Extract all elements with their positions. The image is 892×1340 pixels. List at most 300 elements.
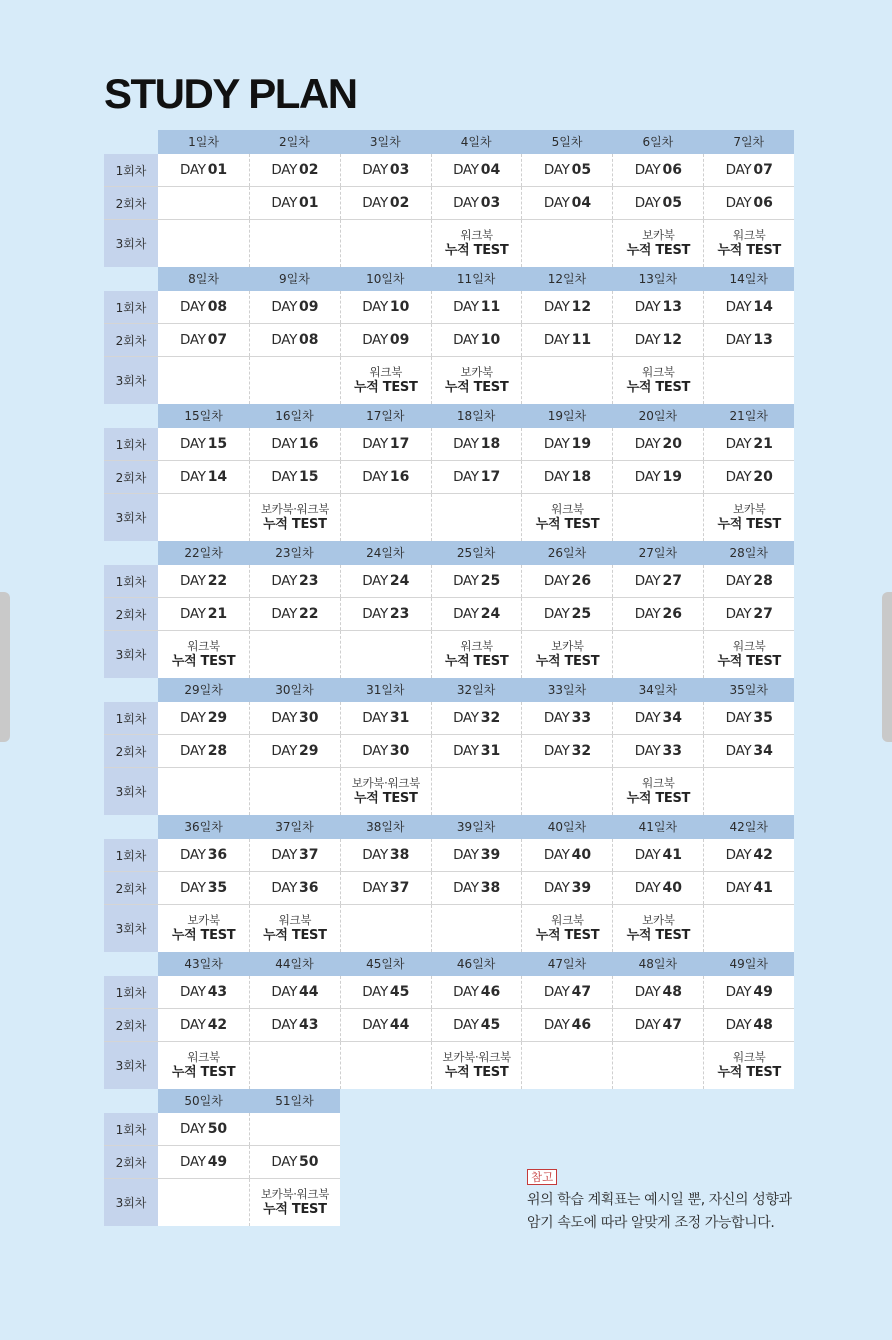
day-prefix: DAY [179,847,206,863]
schedule-cell [158,1146,249,1178]
note-line-2: 암기 속도에 따라 알맞게 조정 가능합니다. [527,1215,775,1231]
day-number: 24 [480,606,501,622]
day-entry [271,195,318,211]
day-prefix: DAY [362,743,388,759]
day-prefix: DAY [362,573,388,589]
day-entry [635,710,682,726]
day-entry [362,984,409,1000]
schedule-cell [431,598,522,630]
day-entry [726,743,773,759]
day-header: 25일차 [431,541,522,565]
day-header: 30일차 [249,678,340,702]
session-row [104,598,794,631]
test-book-label: 보카북·워크북 [351,776,420,790]
day-number: 28 [753,573,773,589]
day-entry [453,332,500,348]
day-prefix: DAY [271,469,298,485]
day-prefix: DAY [362,880,388,896]
schedule-cell [158,1113,249,1145]
day-number: 08 [299,332,319,348]
day-entry [726,299,773,315]
day-number: 41 [662,847,682,863]
day-number: 20 [662,436,682,452]
day-entry [271,606,318,622]
day-prefix: DAY [634,984,661,1000]
day-number: 49 [207,1154,228,1170]
day-number: 03 [480,195,501,211]
day-prefix: DAY [725,195,752,211]
header-row [104,815,794,839]
day-number: 45 [389,984,410,1000]
session-row [104,735,794,768]
header-row [104,1089,794,1113]
schedule-cell [249,1113,340,1145]
day-prefix: DAY [634,299,661,315]
schedule-cell [521,187,612,219]
day-entry [635,1017,682,1033]
day-number: 22 [207,573,228,589]
day-number: 37 [389,880,410,896]
day-number: 30 [389,743,410,759]
day-header: 1일차 [158,130,249,154]
day-prefix: DAY [362,162,388,178]
day-prefix: DAY [453,573,479,589]
day-entry [635,332,682,348]
day-prefix: DAY [271,1017,298,1033]
row-label: 1회차 [104,428,158,460]
schedule-cell [158,735,249,767]
day-entry [362,573,409,589]
day-entry [544,710,591,726]
day-entry [635,984,682,1000]
schedule-cell [703,976,794,1008]
day-prefix: DAY [179,984,206,1000]
day-prefix: DAY [725,847,752,863]
day-number: 05 [662,195,682,211]
schedule-cell [249,1146,340,1178]
day-header: 4일차 [431,130,522,154]
day-entry [453,436,500,452]
header-row [104,130,794,154]
test-book-label: 워크북 [733,228,766,242]
day-entry [635,162,682,178]
day-entry [544,606,591,622]
right-edge-tab [882,592,892,742]
day-entry [726,469,773,485]
day-number: 01 [207,162,228,178]
day-header: 2일차 [249,130,340,154]
day-number: 15 [299,469,319,485]
schedule-cell [703,631,794,678]
day-header: 42일차 [703,815,794,839]
day-header: 38일차 [340,815,431,839]
day-prefix: DAY [543,847,570,863]
schedule-cell [249,154,340,186]
schedule-cell [431,735,522,767]
day-header: 36일차 [158,815,249,839]
schedule-cell [340,768,431,815]
day-entry [271,710,318,726]
day-entry [544,299,591,315]
day-number: 35 [207,880,228,896]
day-number: 19 [571,436,592,452]
day-header: 33일차 [521,678,612,702]
day-prefix: DAY [725,606,752,622]
schedule-cell [340,428,431,460]
day-entry [544,880,591,896]
schedule-cell [249,631,340,678]
day-number: 32 [480,710,501,726]
day-prefix: DAY [271,162,298,178]
schedule-cell [612,905,703,952]
schedule-cell [521,565,612,597]
day-number: 42 [207,1017,228,1033]
schedule-cell [521,220,612,267]
row-label: 2회차 [104,461,158,493]
plan-block [104,130,794,267]
day-number: 37 [299,847,319,863]
schedule-cell [703,357,794,404]
day-entry [180,332,227,348]
day-number: 33 [662,743,682,759]
day-prefix: DAY [453,469,479,485]
day-number: 33 [571,710,592,726]
day-header: 27일차 [612,541,703,565]
session-row [104,1179,340,1226]
day-prefix: DAY [725,469,752,485]
day-number: 43 [299,1017,319,1033]
schedule-cell [612,839,703,871]
day-header: 23일차 [249,541,340,565]
day-entry [453,984,500,1000]
day-entry [453,299,500,315]
schedule-cell [703,428,794,460]
session-row [104,872,794,905]
schedule-cell [521,428,612,460]
day-number: 39 [480,847,501,863]
row-label: 3회차 [104,768,158,815]
schedule-cell [703,735,794,767]
schedule-cell [249,872,340,904]
schedule-cell [521,1009,612,1041]
session-row [104,324,794,357]
day-number: 36 [299,880,319,896]
day-prefix: DAY [543,573,570,589]
day-number: 02 [299,162,319,178]
day-number: 13 [662,299,682,315]
day-number: 29 [299,743,319,759]
day-number: 16 [389,469,410,485]
day-prefix: DAY [453,847,479,863]
day-prefix: DAY [179,606,206,622]
session-row [104,565,794,598]
day-number: 36 [207,847,228,863]
day-entry [362,606,409,622]
day-number: 42 [753,847,773,863]
schedule-cell [158,357,249,404]
session-row [104,839,794,872]
day-entry [271,299,318,315]
schedule-cell [521,598,612,630]
plan-block [104,404,794,541]
day-number: 21 [753,436,773,452]
test-book-label: 보카북 [733,502,766,516]
day-entry [453,1017,500,1033]
schedule-cell [158,220,249,267]
row-label: 1회차 [104,154,158,186]
row-label: 3회차 [104,631,158,678]
day-header: 18일차 [431,404,522,428]
test-book-label: 보카북 [551,639,584,653]
day-prefix: DAY [271,880,298,896]
test-book-label: 워크북 [733,639,766,653]
header-row [104,952,794,976]
day-header: 20일차 [612,404,703,428]
test-book-label: 워크북 [460,228,493,242]
day-header: 34일차 [612,678,703,702]
day-header: 17일차 [340,404,431,428]
schedule-cell [158,154,249,186]
test-label: 누적 TEST [354,791,418,806]
day-prefix: DAY [453,1017,479,1033]
schedule-cell [431,1009,522,1041]
schedule-cell [340,187,431,219]
day-number: 40 [662,880,682,896]
test-book-label: 보카북 [642,913,675,927]
test-label: 누적 TEST [171,928,236,943]
test-book-label: 워크북 [551,502,584,516]
test-label: 누적 TEST [717,1065,781,1080]
schedule-cell [249,598,340,630]
schedule-cell [249,428,340,460]
test-book-label: 보카북 [642,228,675,242]
session-row [104,1146,340,1179]
schedule-cell [521,702,612,734]
test-book-label: 워크북 [187,639,220,653]
schedule-cell [158,598,249,630]
schedule-cell [431,768,522,815]
day-number: 14 [207,469,228,485]
day-header: 7일차 [703,130,794,154]
schedule-cell [249,461,340,493]
day-prefix: DAY [453,710,479,726]
schedule-cell [340,735,431,767]
day-number: 03 [389,162,410,178]
day-prefix: DAY [453,606,479,622]
row-label: 1회차 [104,565,158,597]
day-entry [453,162,500,178]
day-prefix: DAY [543,195,570,211]
schedule-cell [249,220,340,267]
session-row [104,220,794,267]
test-label: 누적 TEST [171,654,236,669]
note-badge: 참고 [527,1169,557,1185]
test-label: 누적 TEST [263,517,327,532]
day-header: 5일차 [521,130,612,154]
schedule-cell [612,494,703,541]
day-number: 17 [480,469,501,485]
day-prefix: DAY [634,847,661,863]
test-book-label: 보카북 [460,365,493,379]
row-label: 1회차 [104,1113,158,1145]
day-number: 09 [299,299,319,315]
schedule-cell [521,357,612,404]
test-label: 누적 TEST [263,928,327,943]
day-entry [726,984,773,1000]
row-label: 3회차 [104,357,158,404]
test-label: 누적 TEST [354,380,418,395]
test-book-label: 보카북·워크북 [260,502,330,516]
plan-block [104,267,794,404]
test-label: 누적 TEST [626,791,691,806]
day-number: 16 [299,436,319,452]
day-number: 48 [662,984,682,1000]
day-prefix: DAY [271,847,298,863]
schedule-cell [521,768,612,815]
day-prefix: DAY [725,880,752,896]
day-prefix: DAY [634,332,661,348]
day-entry [453,847,500,863]
day-entry [362,195,409,211]
schedule-cell [521,324,612,356]
header-row [104,678,794,702]
day-number: 02 [389,195,410,211]
schedule-cell [340,565,431,597]
schedule-cell [158,631,249,678]
schedule-cell [249,357,340,404]
day-prefix: DAY [271,743,298,759]
day-entry [544,743,591,759]
day-number: 18 [480,436,501,452]
day-prefix: DAY [453,332,479,348]
day-number: 10 [389,299,410,315]
schedule-cell [431,565,522,597]
day-prefix: DAY [453,880,479,896]
schedule-cell [340,702,431,734]
day-entry [726,710,773,726]
day-entry [453,710,500,726]
day-entry [362,847,409,863]
day-number: 50 [299,1154,319,1170]
row-label: 2회차 [104,324,158,356]
day-entry [726,1017,773,1033]
day-entry [362,332,409,348]
day-prefix: DAY [634,436,661,452]
day-number: 34 [662,710,682,726]
day-entry [271,162,318,178]
schedule-cell [431,154,522,186]
day-prefix: DAY [453,299,479,315]
day-number: 47 [571,984,592,1000]
schedule-cell [158,976,249,1008]
day-entry [271,332,318,348]
day-entry [453,880,500,896]
schedule-cell [431,461,522,493]
schedule-cell [340,494,431,541]
schedule-cell [340,291,431,323]
session-row [104,291,794,324]
schedule-cell [703,494,794,541]
day-entry [180,606,227,622]
day-prefix: DAY [271,606,298,622]
test-label: 누적 TEST [535,928,600,943]
day-prefix: DAY [453,743,479,759]
test-book-label: 워크북 [369,365,403,379]
day-entry [271,1154,318,1170]
day-number: 24 [389,573,410,589]
day-entry [362,1017,409,1033]
session-row [104,1113,340,1146]
day-entry [180,299,227,315]
day-number: 31 [389,710,410,726]
day-entry [635,469,682,485]
day-entry [726,436,773,452]
day-entry [453,743,500,759]
day-number: 26 [571,573,592,589]
day-number: 46 [480,984,501,1000]
test-book-label: 워크북 [642,776,675,790]
day-prefix: DAY [725,573,752,589]
test-label: 누적 TEST [444,1065,509,1080]
day-header: 48일차 [612,952,703,976]
test-book-label: 보카북 [187,913,220,927]
schedule-cell [158,565,249,597]
day-entry [544,573,591,589]
day-prefix: DAY [634,710,661,726]
plan-block [104,541,794,678]
day-prefix: DAY [179,162,206,178]
schedule-cell [431,702,522,734]
plan-block [104,678,794,815]
schedule-cell [340,461,431,493]
schedule-cell [340,1042,431,1089]
schedule-cell [612,154,703,186]
day-prefix: DAY [634,606,661,622]
schedule-cell [521,872,612,904]
day-prefix: DAY [179,573,206,589]
schedule-cell [521,631,612,678]
row-label: 2회차 [104,598,158,630]
day-prefix: DAY [271,332,298,348]
day-entry [180,573,227,589]
schedule-cell [703,598,794,630]
schedule-cell [249,494,340,541]
schedule-cell [703,905,794,952]
day-header: 10일차 [340,267,431,291]
day-entry [726,573,773,589]
row-label: 2회차 [104,187,158,219]
day-number: 25 [480,573,501,589]
schedule-cell [703,702,794,734]
day-prefix: DAY [179,1121,206,1137]
day-prefix: DAY [543,436,570,452]
day-number: 28 [207,743,228,759]
schedule-cell [703,291,794,323]
day-prefix: DAY [271,1154,298,1170]
day-prefix: DAY [179,436,206,452]
day-entry [544,195,591,211]
day-prefix: DAY [634,573,661,589]
day-prefix: DAY [453,162,479,178]
day-prefix: DAY [271,573,298,589]
schedule-cell [249,1042,340,1089]
schedule-cell [431,631,522,678]
day-header: 46일차 [431,952,522,976]
day-prefix: DAY [362,606,388,622]
day-number: 39 [571,880,592,896]
day-number: 06 [753,195,773,211]
schedule-cell [521,1042,612,1089]
